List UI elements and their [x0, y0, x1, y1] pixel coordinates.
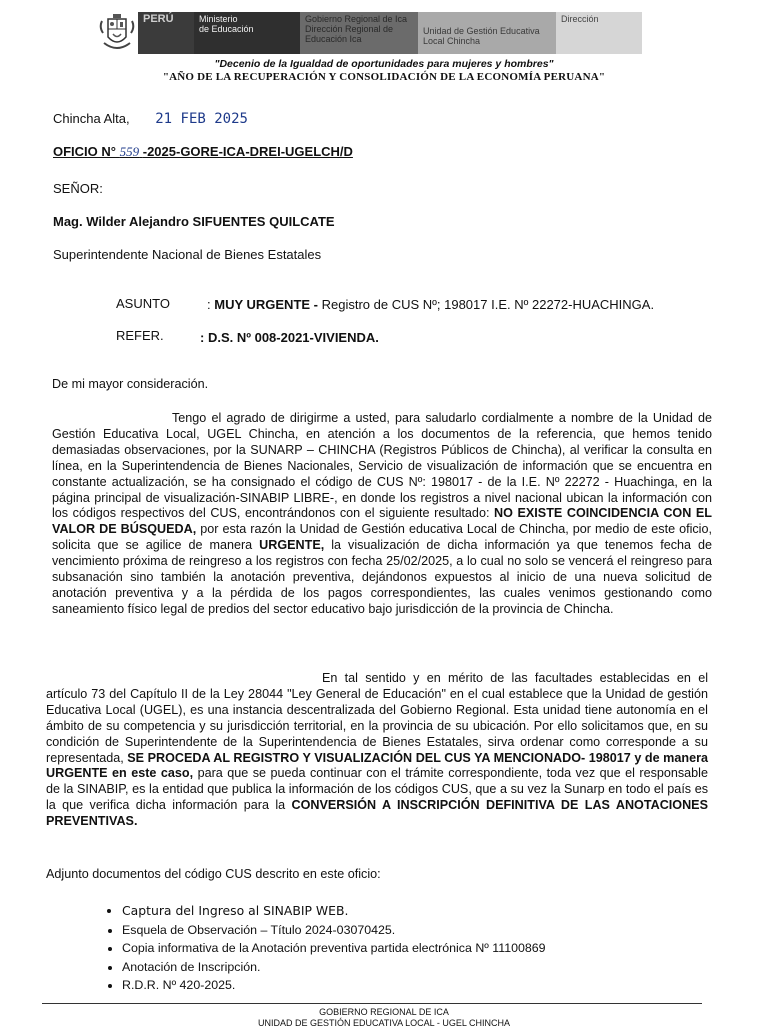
header-gobierno-block: Gobierno Regional de Ica Dirección Regional de Educación Ica [300, 12, 418, 54]
oficio-number: 559 [119, 144, 140, 159]
attachment-item: • Copia informativa de la Anotación preventiva partida electrónica Nº 11100869 [122, 939, 546, 958]
para1-emphasis-urgente: URGENTE, [259, 538, 325, 553]
greeting: De mi mayor consideración. [52, 377, 209, 391]
para1-emphasis-no-coincidencia: NO EXISTE COINCIDENCIA CON EL VALOR DE BÚSQUEDA, [52, 506, 712, 537]
header-direccion-block: Dirección [556, 12, 642, 54]
oficio-reference [53, 144, 353, 160]
decenio-motto: "Decenio de la Igualdad de oportunidades para mujeres y hombres" [214, 58, 554, 70]
attachment-item: • Esquela de Observación – Título 2024-03070425. [122, 921, 546, 940]
header-ugel-block: Unidad de Gestión Educativa Local Chincha [418, 12, 556, 54]
salutation-senor: SEÑOR: [53, 181, 103, 196]
place: Chincha Alta, [53, 111, 130, 126]
header-peru-block: PERÚ [138, 12, 194, 54]
footer-line-2: UNIDAD DE GESTIÓN EDUCATIVA LOCAL - UGEL CHINCHA [257, 1018, 511, 1028]
place-date-line [53, 111, 248, 127]
coat-of-arms-icon [96, 12, 138, 54]
para2-emphasis-registro: SE PROCEDA AL REGISTRO Y VISUALIZACIÓN DEL CUS YA MENCIONADO- 198017 y de manera URGENTE en este caso, [46, 750, 708, 781]
para1-text-a: Tengo el agrado de dirigirme a usted, para saludarlo cordialmente a nombre de la Unidad de Gestión Educativa Local, UGEL Chincha, en atención a los documentos de la referencia, que hemos tenido demasiadas observaciones, por la SUNARP – CHINCHA (Registros Públicos de Chincha), al verificar la consulta en línea, en la Superintendencia de Bienes Nacionales, Servicio de visualización de información que se encuentra en constante actualización, se ha consignado el código de CUS Nº: 198017 - de la I.E. Nº 22272 - Huachinga, en la página principal de visualización-SINABIP LIBRE-, en donde los registros a nivel nacional ubican la información con los códigos respectivos del CUS, encontrándonos con el siguiente resultado: [52, 411, 712, 521]
refer-line: : D.S. Nº 008-2021-VIVIENDA. [200, 330, 379, 345]
para1-text-e: la visualización de dicha información ya que tenemos fecha de vencimiento próxima de reingreso a los registros con fecha 25/02/2025, a lo cual no solo se vencerá el reingreso para subsanación sino también la anotación preventiva, dejándonos expuestos al inicio de una nueva solicitud de anotación preventiva y a la pérdida de los pagos correspondientes, las cuales venimos gestionando como saneamiento físico legal de predios del sector educativo bajo jurisdicción de la provincia de Chincha. [52, 538, 712, 616]
letterhead [96, 12, 642, 54]
date-stamp: 21 FEB 2025 [155, 111, 248, 127]
year-motto: "AÑO DE LA RECUPERACIÓN Y CONSOLIDACIÓN DE LA ECONOMÍA PERUANA" [162, 71, 606, 83]
refer-text: D.S. Nº 008-2021-VIVIENDA. [207, 330, 379, 345]
para2-text-a: En tal sentido y en mérito de las facultades establecidas en el artículo 73 del Capítulo II de la Ley 28044 "Ley General de Educación" en el cual establece que la Unidad de gestión Educativa Local (UGEL), es una instancia descentralizada del Gobierno Regional. Esta unidad tiene autonomía en el ámbito de su competencia y su jurisdicción territorial, en la provincia de su ubicación. Por ello solicitamos que, en su condición de Superintendente de la Superintendencia de Bienes Estatales, sirva ordenar como corresponde a su representada, [46, 671, 708, 765]
oficio-suffix: -2025-GORE-ICA-DREI-UGELCH/D [142, 144, 353, 159]
body-paragraph-2 [46, 671, 708, 830]
body-paragraph-1 [52, 411, 712, 618]
para1-text-c: por esta razón la Unidad de Gestión educativa Local de Chincha, por medio de este oficio, solicita que se agilice de manera [52, 522, 712, 553]
refer-label: REFER. [116, 328, 164, 343]
para2-emphasis-conversion: CONVERSIÓN A INSCRIPCIÓN DEFINITIVA DE LAS ANOTACIONES PREVENTIVAS. [46, 798, 708, 829]
attachments-list [96, 902, 546, 995]
para2-text-c: para que se pueda continuar con el trámite correspondiente, toda vez que el responsable de la SINABIP, es la entidad que publica la información de los códigos CUS, que a su vez la Sunarp en todo el país es la que verifica dicha información para la [46, 766, 708, 813]
footer-divider [42, 1003, 702, 1004]
attachments-intro: Adjunto documentos del código CUS descrito en este oficio: [46, 867, 381, 881]
oficio-prefix: OFICIO N° [53, 144, 116, 159]
asunto-urgency: MUY URGENTE - [214, 297, 318, 312]
asunto-text: Registro de CUS Nº; 198017 I.E. Nº 22272-HUACHINGA. [318, 297, 655, 312]
asunto-label: ASUNTO [116, 296, 170, 311]
footer-line-1: GOBIERNO REGIONAL DE ICA [319, 1007, 449, 1017]
attachment-item: • Captura del Ingreso al SINABIP WEB. [122, 902, 546, 921]
attachment-item: • R.D.R. Nº 420-2025. [122, 976, 546, 995]
recipient-title: Superintendente Nacional de Bienes Estatales [53, 247, 322, 262]
header-ministerio-block: Ministerio de Educación [194, 12, 300, 54]
recipient-name: Mag. Wilder Alejandro SIFUENTES QUILCATE [53, 214, 335, 229]
attachment-item: • Anotación de Inscripción. [122, 958, 546, 977]
asunto-line: : MUY URGENTE - Registro de CUS Nº; 198017 I.E. Nº 22272-HUACHINGA. [207, 297, 655, 312]
